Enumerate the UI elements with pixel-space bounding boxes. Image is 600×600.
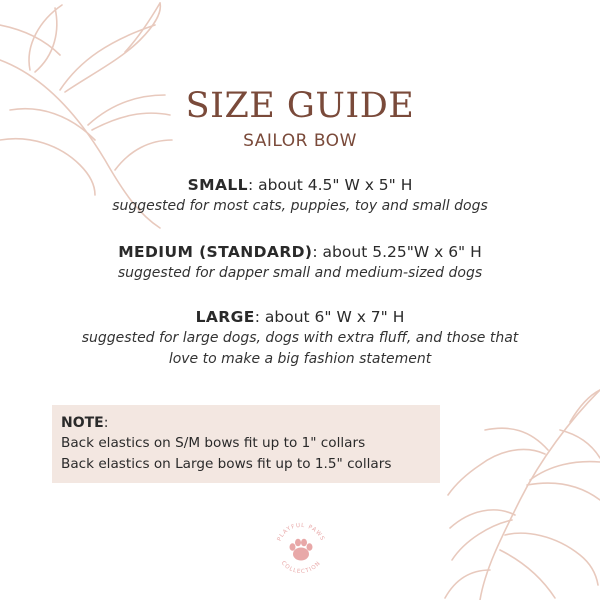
size-dimensions: : about 4.5" W x 5" H: [247, 176, 413, 194]
size-name: MEDIUM (STANDARD): [118, 243, 313, 261]
size-heading: [0, 174, 600, 196]
size-description: suggested for large dogs, dogs with extra fluff, and those that: [81, 330, 519, 346]
logo-bottom-text: COLLECTION: [279, 560, 323, 576]
page-subtitle: SAILOR BOW: [243, 131, 357, 151]
note-label: NOTE: [61, 415, 104, 431]
size-name: LARGE: [195, 308, 255, 326]
size-dimensions: : about 6" W x 7" H: [254, 308, 405, 326]
size-name: SMALL: [187, 176, 248, 194]
size-entry-medium: [0, 241, 600, 284]
size-description: love to make a big fashion statement: [168, 351, 432, 367]
size-entry-large: [0, 306, 600, 370]
size-heading: [0, 241, 600, 263]
note-colon: :: [103, 415, 109, 431]
note-heading: [61, 413, 440, 433]
page-title: SIZE GUIDE: [185, 86, 415, 126]
logo-top-text: PLAYFUL PAWS: [276, 522, 326, 543]
brand-logo-badge: [268, 516, 334, 582]
size-dimensions: : about 5.25"W x 6" H: [312, 243, 482, 261]
size-heading: [0, 306, 600, 328]
note-line: Back elastics on Large bows fit up to 1.5" collars: [61, 456, 392, 472]
size-description: suggested for dapper small and medium-sized dogs: [117, 265, 483, 281]
brand-logo: [268, 516, 334, 582]
size-entry-small: [0, 174, 600, 217]
note-box: [52, 405, 440, 483]
botanical-branch-bottom-right: [430, 370, 600, 600]
size-description: suggested for most cats, puppies, toy and small dogs: [112, 198, 488, 214]
note-line: Back elastics on S/M bows fit up to 1" collars: [61, 435, 366, 451]
